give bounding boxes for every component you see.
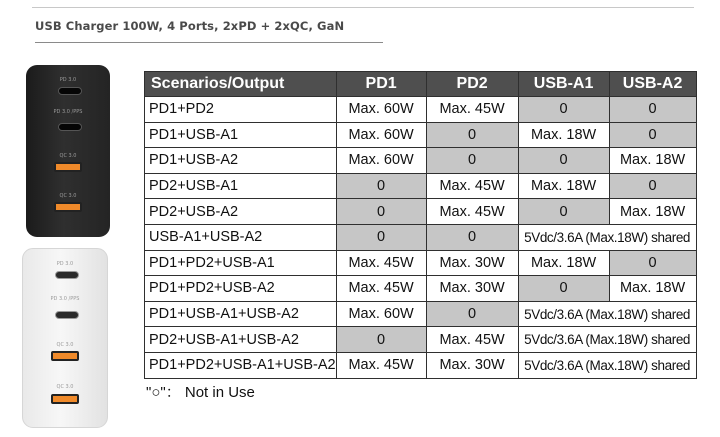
output-cell: 0 bbox=[336, 224, 426, 250]
output-cell: 0 bbox=[426, 148, 518, 174]
scenario-cell: PD2+USB-A1 bbox=[145, 173, 337, 199]
output-cell: 0 bbox=[518, 276, 609, 302]
usb-c-port-icon bbox=[58, 123, 82, 131]
output-cell: Max. 18W bbox=[609, 148, 696, 174]
output-spec-table bbox=[144, 71, 697, 379]
port-label: QC 3.0 bbox=[59, 153, 77, 159]
table-row bbox=[145, 301, 697, 327]
column-header: PD1 bbox=[336, 72, 426, 97]
charger-black-image bbox=[26, 65, 110, 237]
table-row bbox=[145, 97, 697, 123]
port-label: QC 3.0 bbox=[56, 384, 74, 390]
column-header: USB-A1 bbox=[518, 72, 609, 97]
table-row bbox=[145, 148, 697, 174]
port-label: PD 3.0 bbox=[56, 261, 74, 267]
output-cell: 0 bbox=[426, 224, 518, 250]
table-row bbox=[145, 250, 697, 276]
scenario-cell: PD1+PD2+USB-A1+USB-A2 bbox=[145, 352, 337, 378]
usb-a-port-icon bbox=[51, 394, 79, 404]
output-cell: Max. 45W bbox=[426, 199, 518, 225]
output-cell: 0 bbox=[609, 97, 696, 123]
output-cell: 0 bbox=[609, 122, 696, 148]
usb-c-port-icon bbox=[55, 271, 79, 279]
shared-output-cell: 5Vdc/3.6A (Max.18W) shared bbox=[518, 352, 696, 378]
output-cell: Max. 30W bbox=[426, 352, 518, 378]
legend-note: "○"： Not in Use bbox=[146, 384, 255, 401]
output-cell: Max. 60W bbox=[336, 301, 426, 327]
output-cell: 0 bbox=[609, 250, 696, 276]
scenario-cell: PD2+USB-A1+USB-A2 bbox=[145, 327, 337, 353]
port-label: QC 3.0 bbox=[56, 342, 74, 348]
scenario-cell: PD1+PD2+USB-A1 bbox=[145, 250, 337, 276]
usb-a-port-icon bbox=[54, 162, 82, 172]
scenario-cell: PD2+USB-A2 bbox=[145, 199, 337, 225]
column-header: Scenarios/Output bbox=[145, 72, 337, 97]
output-cell: 0 bbox=[426, 301, 518, 327]
shared-output-cell: 5Vdc/3.6A (Max.18W) shared bbox=[518, 301, 696, 327]
output-cell: Max. 45W bbox=[426, 173, 518, 199]
port-label: PD 3.0 bbox=[59, 77, 77, 83]
output-cell: Max. 18W bbox=[609, 276, 696, 302]
table-row bbox=[145, 276, 697, 302]
output-cell: 0 bbox=[609, 173, 696, 199]
output-cell: Max. 60W bbox=[336, 122, 426, 148]
port-label: QC 3.0 bbox=[59, 193, 77, 199]
port-label: PD 3.0 /PPS bbox=[50, 296, 80, 302]
output-cell: Max. 45W bbox=[336, 250, 426, 276]
table-row bbox=[145, 122, 697, 148]
top-divider bbox=[32, 7, 694, 8]
title-underline bbox=[35, 42, 383, 43]
page-title: USB Charger 100W, 4 Ports, 2xPD + 2xQC, GaN bbox=[35, 19, 345, 33]
output-cell: 0 bbox=[336, 173, 426, 199]
output-cell: Max. 18W bbox=[518, 250, 609, 276]
column-header: USB-A2 bbox=[609, 72, 696, 97]
port-label: PD 3.0 /PPS bbox=[53, 109, 83, 115]
output-cell: 0 bbox=[426, 122, 518, 148]
output-cell: 0 bbox=[336, 327, 426, 353]
scenario-cell: PD1+USB-A2 bbox=[145, 148, 337, 174]
output-cell: 0 bbox=[518, 199, 609, 225]
output-cell: Max. 45W bbox=[426, 97, 518, 123]
output-cell: Max. 45W bbox=[336, 276, 426, 302]
output-cell: Max. 18W bbox=[609, 199, 696, 225]
charger-white-image bbox=[22, 248, 108, 428]
scenario-cell: USB-A1+USB-A2 bbox=[145, 224, 337, 250]
table-header-row bbox=[145, 72, 697, 97]
scenario-cell: PD1+PD2 bbox=[145, 97, 337, 123]
output-cell: Max. 45W bbox=[426, 327, 518, 353]
usb-c-port-icon bbox=[58, 87, 82, 95]
output-cell: Max. 60W bbox=[336, 148, 426, 174]
output-cell: Max. 30W bbox=[426, 250, 518, 276]
scenario-cell: PD1+USB-A1+USB-A2 bbox=[145, 301, 337, 327]
output-cell: Max. 18W bbox=[518, 173, 609, 199]
output-cell: Max. 18W bbox=[518, 122, 609, 148]
output-cell: 0 bbox=[518, 148, 609, 174]
shared-output-cell: 5Vdc/3.6A (Max.18W) shared bbox=[518, 224, 696, 250]
table-row bbox=[145, 173, 697, 199]
usb-c-port-icon bbox=[55, 311, 79, 319]
usb-a-port-icon bbox=[51, 351, 79, 361]
scenario-cell: PD1+PD2+USB-A2 bbox=[145, 276, 337, 302]
table-row bbox=[145, 352, 697, 378]
output-cell: 0 bbox=[336, 199, 426, 225]
output-cell: Max. 45W bbox=[336, 352, 426, 378]
column-header: PD2 bbox=[426, 72, 518, 97]
output-cell: 0 bbox=[518, 97, 609, 123]
table-row bbox=[145, 327, 697, 353]
usb-a-port-icon bbox=[54, 202, 82, 212]
table-row bbox=[145, 224, 697, 250]
output-cell: Max. 30W bbox=[426, 276, 518, 302]
scenario-cell: PD1+USB-A1 bbox=[145, 122, 337, 148]
output-cell: Max. 60W bbox=[336, 97, 426, 123]
shared-output-cell: 5Vdc/3.6A (Max.18W) shared bbox=[518, 327, 696, 353]
table-row bbox=[145, 199, 697, 225]
table-body bbox=[145, 97, 697, 379]
